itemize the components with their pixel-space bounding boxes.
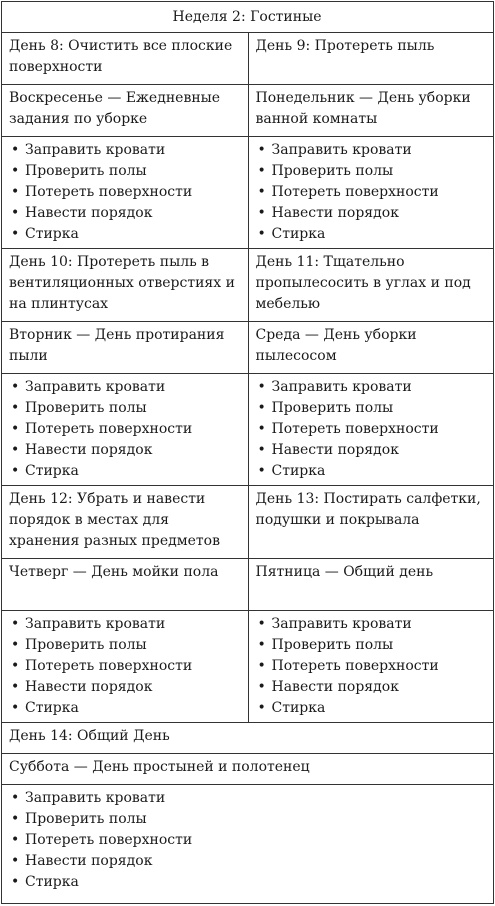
day-cell <box>248 486 494 558</box>
task-row <box>2 785 493 903</box>
task-cell <box>2 137 248 248</box>
day-row <box>2 249 493 322</box>
task-item: • Навести порядок <box>9 677 240 698</box>
weekday-row <box>2 85 493 137</box>
task-list <box>256 140 486 245</box>
weekday-row <box>2 559 493 611</box>
task-list <box>9 614 240 719</box>
task-item: • Стирка <box>9 224 240 245</box>
day-text: День 10: Протереть пыль в вентиляционных отверстиях и на плинтусах <box>9 254 235 312</box>
task-item: • Навести порядок <box>9 851 485 872</box>
task-item: • Навести порядок <box>256 440 486 461</box>
schedule-table <box>1 1 494 904</box>
task-item: • Проверить полы <box>9 635 240 656</box>
weekday-cell <box>2 559 248 610</box>
weekday-text: Понедельник — День уборки ванной комнаты <box>255 90 471 127</box>
task-item: • Заправить кровати <box>256 614 486 635</box>
weekday-row <box>2 754 493 785</box>
task-item: • Проверить полы <box>256 398 486 419</box>
day-cell <box>248 33 494 84</box>
task-item: • Заправить кровати <box>256 140 486 161</box>
task-item: • Потереть поверхности <box>9 656 240 677</box>
task-item: • Стирка <box>256 461 486 482</box>
task-item: • Стирка <box>256 698 486 719</box>
weekday-text: Воскресенье — Ежедневные задания по уборке <box>9 90 221 127</box>
task-item: • Заправить кровати <box>9 614 240 635</box>
task-item: • Навести порядок <box>9 440 240 461</box>
task-list <box>9 377 240 482</box>
day-text: День 14: Общий День <box>9 728 170 744</box>
day-row <box>2 486 493 559</box>
day-row <box>2 723 493 754</box>
task-cell <box>2 785 493 903</box>
day-row <box>2 33 493 85</box>
weekday-text: Четверг — День мойки пола <box>9 564 219 580</box>
task-item: • Навести порядок <box>256 677 486 698</box>
day-text: День 12: Убрать и навести порядок в местах для хранения разных предметов <box>9 491 220 549</box>
task-cell <box>248 137 494 248</box>
task-item: • Проверить полы <box>256 635 486 656</box>
task-list <box>9 140 240 245</box>
task-item: • Стирка <box>9 461 240 482</box>
task-item: • Проверить полы <box>256 161 486 182</box>
day-text: День 9: Протереть пыль <box>255 38 435 54</box>
task-cell <box>2 611 248 722</box>
task-list <box>256 377 486 482</box>
weekday-cell <box>2 85 248 136</box>
task-item: • Проверить полы <box>9 809 485 830</box>
task-item: • Потереть поверхности <box>256 419 486 440</box>
task-cell <box>248 611 494 722</box>
task-item: • Стирка <box>256 224 486 245</box>
task-item: • Потереть поверхности <box>256 182 486 203</box>
weekday-cell <box>248 85 494 136</box>
task-item: • Проверить полы <box>9 161 240 182</box>
weekday-cell <box>2 322 248 373</box>
day-text: День 8: Очистить все плоские поверхности <box>9 38 233 75</box>
weekday-cell <box>248 559 494 610</box>
day-cell <box>2 33 248 84</box>
task-item: • Потереть поверхности <box>9 419 240 440</box>
weekday-cell <box>248 322 494 373</box>
task-list <box>256 614 486 719</box>
task-item: • Навести порядок <box>9 203 240 224</box>
day-cell <box>2 249 248 321</box>
task-row <box>2 137 493 249</box>
day-cell <box>2 486 248 558</box>
weekday-text: Среда — День уборки пылесосом <box>255 327 417 364</box>
task-item: • Потереть поверхности <box>9 182 240 203</box>
day-cell <box>248 249 494 321</box>
task-item: • Заправить кровати <box>256 377 486 398</box>
task-row <box>2 611 493 723</box>
day-text: День 11: Тщательно пропылесосить в углах и под мебелью <box>255 254 471 312</box>
task-item: • Навести порядок <box>256 203 486 224</box>
task-list <box>9 788 485 893</box>
task-row <box>2 374 493 486</box>
day-cell <box>2 723 493 753</box>
task-item: • Потереть поверхности <box>256 656 486 677</box>
task-cell <box>248 374 494 485</box>
task-item: • Заправить кровати <box>9 788 485 809</box>
task-item: • Стирка <box>9 698 240 719</box>
weekday-text: Вторник — День протирания пыли <box>9 327 225 364</box>
task-item: • Проверить полы <box>9 398 240 419</box>
weekday-row <box>2 322 493 374</box>
weekday-text: Суббота — День простыней и полотенец <box>9 759 310 775</box>
table-title: Неделя 2: Гостиные <box>172 9 322 25</box>
table-title-row <box>2 2 493 33</box>
task-item: • Заправить кровати <box>9 377 240 398</box>
task-item: • Потереть поверхности <box>9 830 485 851</box>
weekday-cell <box>2 754 493 784</box>
weekday-text: Пятница — Общий день <box>255 564 434 580</box>
task-item: • Стирка <box>9 872 485 893</box>
task-cell <box>2 374 248 485</box>
task-item: • Заправить кровати <box>9 140 240 161</box>
day-text: День 13: Постирать салфетки, подушки и покрывала <box>255 491 481 528</box>
